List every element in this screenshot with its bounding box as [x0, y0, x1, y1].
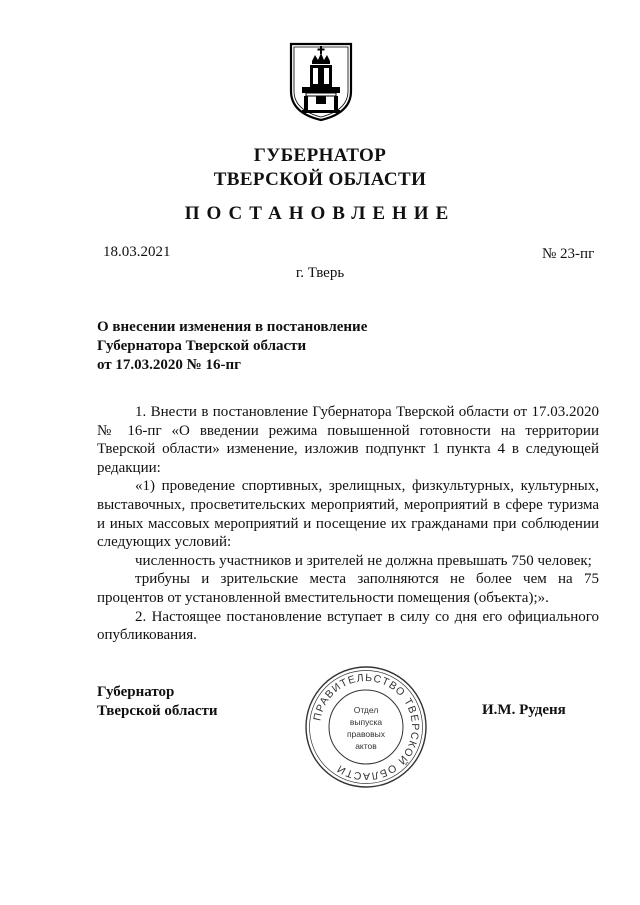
- document-city: г. Тверь: [295, 265, 345, 281]
- body-paragraph: численность участников и зрителей не должна превышать 750 человек;: [135, 552, 592, 569]
- tver-coat-of-arms-icon: [288, 41, 354, 123]
- body-paragraph: «1) проведение спортивных, зрелищных, физкультурных, культурных, выставочных, просветительских мероприятий, мероприятий в сфере туризма и иных массовых мероприятий и посещение их гражданами при соблюдении следующих условий:: [97, 478, 599, 551]
- body-paragraph: трибуны и зрительские места заполняются не более чем на 75 процентов от установленной вместительности помещения (объекта);».: [97, 571, 599, 606]
- signatory-position-line: Тверской области: [97, 703, 218, 719]
- stamp-center-line: правовых: [346, 729, 386, 739]
- signatory-name: И.М. Руденя: [482, 702, 566, 718]
- signatory-position-line: Губернатор: [97, 684, 175, 700]
- signatory-position: [97, 683, 218, 721]
- authority-title-line1: ГУБЕРНАТОР: [253, 145, 387, 166]
- stamp-center-line: Отдел: [353, 705, 379, 715]
- document-number: № 23-пг: [542, 246, 595, 262]
- stamp-center-line: выпуска: [349, 717, 383, 727]
- body-paragraph: 2. Настоящее постановление вступает в силу со дня его официального опубликования.: [97, 608, 599, 644]
- document-subject: [97, 318, 417, 375]
- document-body: [97, 403, 599, 645]
- subject-line: от 17.03.2020 № 16-пг: [97, 357, 241, 373]
- subject-line: Губернатора Тверской области: [97, 338, 307, 354]
- stamp-center-line: актов: [355, 741, 377, 751]
- body-paragraph: 1. Внести в постановление Губернатора Тверской области от 17.03.2020 № 16-пг «О введении режима повышенной готовности на территории Тверской области» изменение, изложив подпункт 1 пункта 4 в следующей редакции:: [97, 404, 599, 476]
- official-stamp: [302, 664, 430, 790]
- document-date: 18.03.2021: [103, 244, 171, 260]
- subject-line: О внесении изменения в постановление: [97, 319, 368, 335]
- document-type: ПОСТАНОВЛЕНИЕ: [184, 203, 456, 224]
- authority-title-line2: ТВЕРСКОЙ ОБЛАСТИ: [213, 169, 427, 190]
- stamp-ring-text: ПРАВИТЕЛЬСТВО ТВЕРСКОЙ ОБЛАСТИ: [311, 671, 422, 782]
